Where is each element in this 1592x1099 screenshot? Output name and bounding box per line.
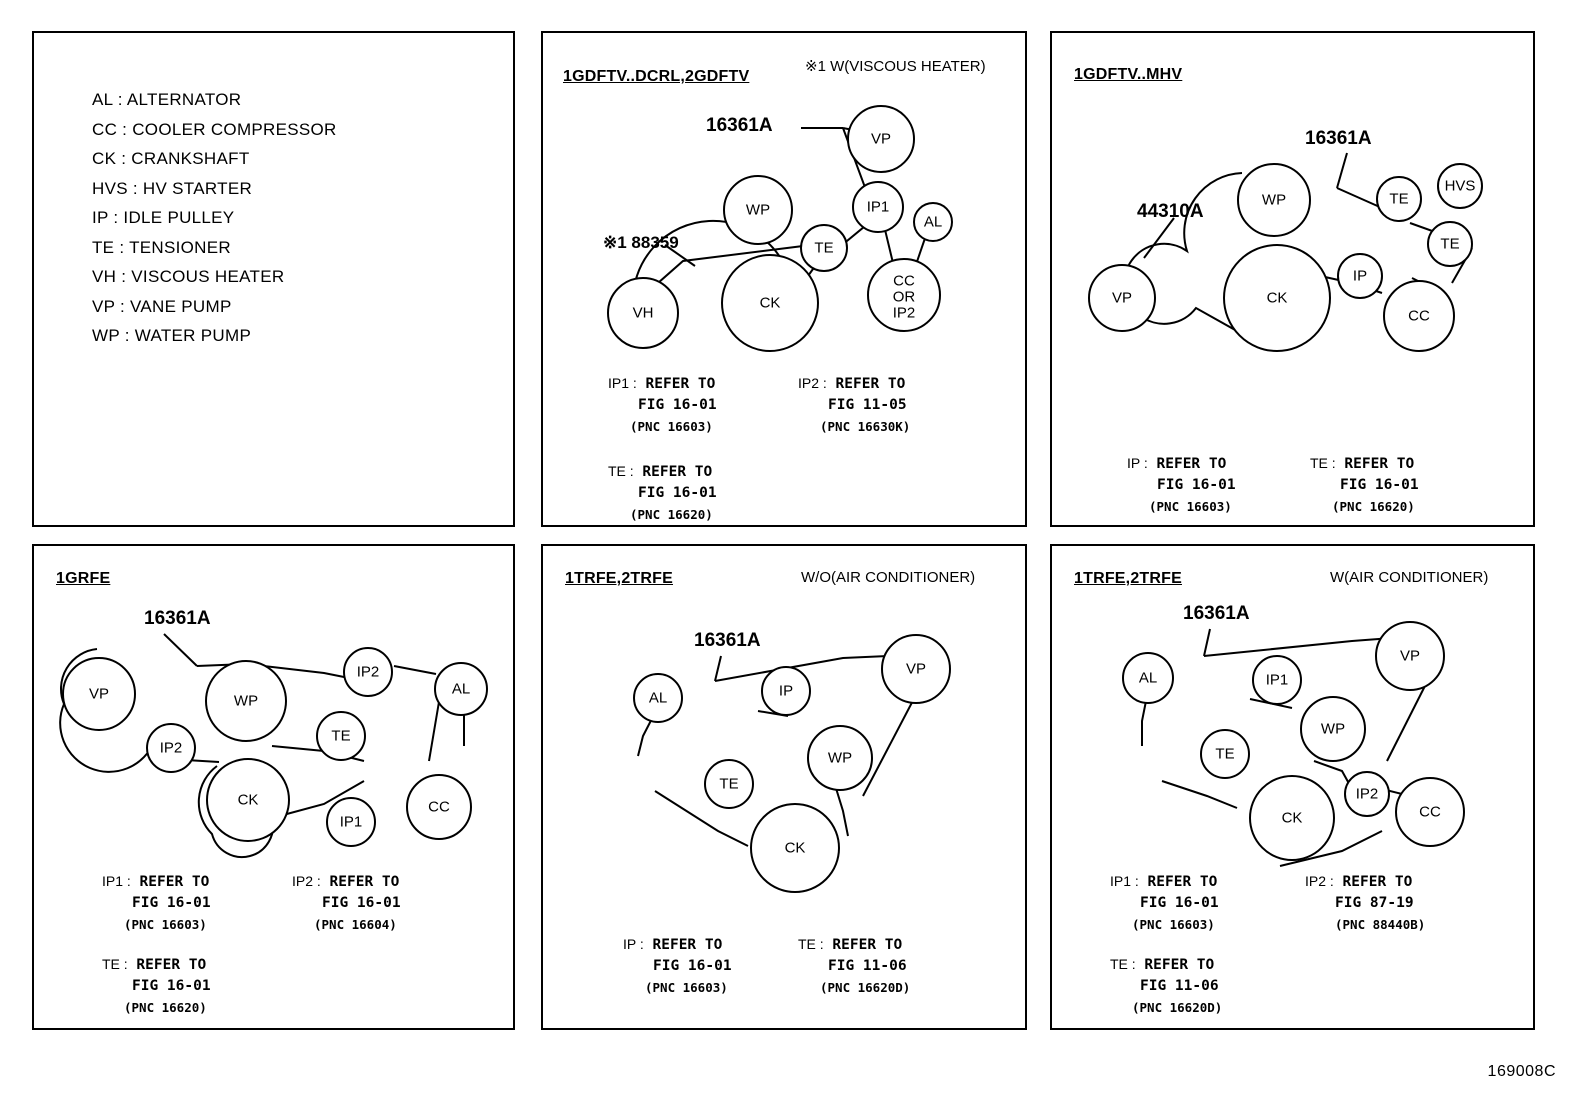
ref-label: IP1 :	[102, 873, 131, 889]
ref-line2: FIG 16-01	[1157, 477, 1236, 493]
legend-panel	[32, 31, 515, 527]
ref-line1: REFER TO	[1147, 874, 1218, 890]
belt-path	[863, 691, 918, 796]
legend-item: VP : VANE PUMP	[92, 296, 232, 316]
leader-line	[1204, 629, 1210, 656]
pulley-label-wp: WP	[1320, 720, 1346, 738]
ref-label: TE :	[798, 936, 824, 952]
ref-label: IP :	[623, 936, 644, 952]
panel-note-viscous-heater: ※1 W(VISCOUS HEATER)	[805, 58, 986, 75]
ref-label: IP2 :	[1305, 873, 1334, 889]
pulley-label-vp: VP	[1399, 647, 1421, 665]
ref-ip	[1127, 453, 1236, 517]
callout-16361a: 16361A	[144, 608, 211, 629]
pulley-label-ip: IP	[778, 682, 794, 700]
leader-line	[715, 656, 721, 681]
ref-label: IP1 :	[1110, 873, 1139, 889]
ref-line1: REFER TO	[652, 937, 723, 953]
ref-pnc: (PNC 16630K)	[820, 419, 911, 434]
pulley-label-ip2: IP2	[1355, 785, 1379, 803]
ref-line2: FIG 16-01	[322, 895, 401, 911]
ref-label: IP2 :	[798, 375, 827, 391]
ref-label: IP1 :	[608, 375, 637, 391]
belt-routing-gdftv-mhv	[1052, 33, 1537, 433]
ref-label: TE :	[102, 956, 128, 972]
pulley-label-ip1: IP1	[339, 813, 363, 831]
pulley-label-te: TE	[1440, 235, 1460, 253]
panel-trfe-without-ac	[541, 544, 1027, 1030]
pulley-label-ck: CK	[784, 839, 806, 857]
ref-pnc: (PNC 16604)	[314, 917, 397, 932]
ref-pnc: (PNC 16603)	[645, 980, 728, 995]
pulley-label-al: AL	[1138, 669, 1158, 687]
ref-pnc: (PNC 16603)	[1149, 499, 1232, 514]
callout-16361a: 16361A	[1183, 603, 1250, 624]
panel-trfe-with-ac	[1050, 544, 1535, 1030]
callout-16361a: 16361A	[694, 630, 761, 651]
legend-item: IP : IDLE PULLEY	[92, 208, 235, 227]
pulley-label-ck: CK	[1281, 809, 1303, 827]
pulley-label-vp: VP	[1111, 289, 1133, 307]
ref-pnc: (PNC 16603)	[124, 917, 207, 932]
pulley-label-ip2: IP2	[159, 739, 183, 757]
ref-pnc: (PNC 16620D)	[1132, 1000, 1223, 1015]
legend-item: VH : VISCOUS HEATER	[92, 267, 285, 286]
callout-88359: ※1 88359	[603, 233, 679, 252]
pulley-label-hvs: HVS	[1444, 177, 1476, 195]
panel-gdftv-mhv	[1050, 31, 1535, 527]
pulley-label-ck: CK	[1266, 289, 1288, 307]
ref-label: TE :	[1110, 956, 1136, 972]
ref-line1: REFER TO	[1144, 957, 1215, 973]
pulley-label-ck: CK	[759, 294, 781, 312]
pulley-label-cc: CC	[893, 272, 915, 290]
ref-line2: FIG 16-01	[638, 485, 717, 501]
pulley-label-cc: CC	[1408, 307, 1430, 325]
legend-item: WP : WATER PUMP	[92, 326, 252, 345]
pulley-label-ip2: IP2	[356, 663, 380, 681]
ref-line1: REFER TO	[645, 376, 716, 392]
ref-line1: REFER TO	[139, 874, 210, 890]
leader-line	[1337, 153, 1347, 188]
ref-line1: REFER TO	[136, 957, 207, 973]
ref-line2: FIG 16-01	[1140, 895, 1219, 911]
ref-line2: FIG 16-01	[1340, 477, 1419, 493]
callout-44310a: 44310A	[1137, 201, 1204, 222]
ref-ip2	[798, 373, 910, 437]
ref-pnc: (PNC 16620)	[1332, 499, 1415, 514]
ref-te	[102, 954, 211, 1018]
ref-pnc: (PNC 16603)	[1132, 917, 1215, 932]
panel-gdftv-dcrl	[541, 31, 1027, 527]
ref-pnc: (PNC 16620D)	[820, 980, 911, 995]
pulley-label-te: TE	[1389, 190, 1409, 208]
pulley-label-vp: VP	[870, 130, 892, 148]
ref-line2: FIG 11-06	[1140, 978, 1219, 994]
panel-title: 1GDFTV..DCRL,2GDFTV	[563, 68, 750, 85]
panel-title: 1GRFE	[56, 570, 111, 587]
ref-line1: REFER TO	[1344, 456, 1415, 472]
ref-line2: FIG 16-01	[638, 397, 717, 413]
pulley-label-vp: VP	[88, 685, 110, 703]
ref-pnc: (PNC 88440B)	[1335, 917, 1426, 932]
callout-16361a: 16361A	[1305, 128, 1372, 149]
pulley-label-cc: CC	[1419, 803, 1441, 821]
pulley-label-vh: VH	[632, 304, 654, 322]
legend-item: CC : COOLER COMPRESSOR	[92, 119, 337, 139]
ref-line1: REFER TO	[1342, 874, 1413, 890]
ref-ip1	[102, 871, 211, 935]
ref-te	[1110, 954, 1222, 1018]
pulley-label-wp: WP	[827, 749, 853, 767]
pulley-label-te: TE	[719, 775, 739, 793]
ref-te	[1310, 453, 1419, 517]
belt-path	[1162, 781, 1237, 808]
ref-pnc: (PNC 16620)	[124, 1000, 207, 1015]
legend-item: AL : ALTERNATOR	[92, 90, 242, 109]
ref-line2: FIG 16-01	[653, 958, 732, 974]
panel-1grfe	[32, 544, 515, 1030]
ref-line1: REFER TO	[832, 937, 903, 953]
pulley-label-wp: WP	[233, 692, 259, 710]
belt-path	[1204, 638, 1392, 656]
ref-line2: FIG 11-05	[828, 397, 907, 413]
ref-line2: FIG 16-01	[132, 978, 211, 994]
panel-title: 1GDFTV..MHV	[1074, 66, 1183, 83]
pulley-label-ck: CK	[237, 791, 259, 809]
ref-label: IP2 :	[292, 873, 321, 889]
legend-item: HVS : HV STARTER	[92, 178, 253, 198]
ref-ip2	[292, 871, 401, 935]
leader-line	[1144, 218, 1174, 258]
legend-item: CK : CRANKSHAFT	[92, 149, 250, 168]
belt-routing-trfe-wo-ac	[543, 546, 1029, 946]
panel-note-with-ac: W(AIR CONDITIONER)	[1330, 569, 1489, 586]
legend-item: TE : TENSIONER	[92, 237, 231, 257]
ref-label: TE :	[608, 463, 634, 479]
ref-ip1	[1110, 871, 1219, 935]
pulley-label-te: TE	[814, 239, 834, 257]
panel-title: 1TRFE,2TRFE	[1074, 570, 1182, 587]
pulley-label-te: TE	[1215, 745, 1235, 763]
pulley-label-al: AL	[923, 213, 943, 231]
pulley-label-cc: CC	[428, 798, 450, 816]
ref-line1: REFER TO	[1156, 456, 1227, 472]
pulley-label-wp: WP	[1261, 191, 1287, 209]
ref-ip2	[1305, 871, 1425, 935]
panel-title: 1TRFE,2TRFE	[565, 570, 673, 587]
ref-ip	[623, 934, 732, 998]
pulley-label-al: AL	[451, 680, 471, 698]
pulley-label-wp: WP	[745, 201, 771, 219]
ref-te	[608, 461, 717, 525]
pulley-label-te: TE	[331, 727, 351, 745]
ref-line1: REFER TO	[835, 376, 906, 392]
ref-label: TE :	[1310, 455, 1336, 471]
ref-line2: FIG 87-19	[1335, 895, 1414, 911]
pulley-label-ip: IP	[1352, 267, 1368, 285]
ref-te	[798, 934, 910, 998]
ref-label: IP :	[1127, 455, 1148, 471]
panel-note-without-ac: W/O(AIR CONDITIONER)	[801, 569, 976, 586]
pulley-label-al: AL	[648, 689, 668, 707]
belt-path	[1337, 188, 1382, 208]
ref-pnc: (PNC 16620)	[630, 507, 713, 522]
callout-16361a: 16361A	[706, 115, 773, 136]
legend-list	[92, 85, 337, 351]
ref-line1: REFER TO	[642, 464, 713, 480]
ref-ip1	[608, 373, 717, 437]
pulley-label-ip1: IP1	[866, 198, 890, 216]
belt-path	[394, 666, 436, 674]
ref-line1: REFER TO	[329, 874, 400, 890]
ref-line2: FIG 11-06	[828, 958, 907, 974]
pulley-label-or: OR	[892, 288, 916, 306]
pulley-label-vp: VP	[905, 660, 927, 678]
figure-code: 169008C	[1487, 1063, 1556, 1080]
ref-pnc: (PNC 16603)	[630, 419, 713, 434]
pulley-label-ip2: IP2	[892, 304, 916, 322]
leader-line	[164, 634, 197, 666]
ref-line2: FIG 16-01	[132, 895, 211, 911]
pulley-label-ip1: IP1	[1265, 671, 1289, 689]
